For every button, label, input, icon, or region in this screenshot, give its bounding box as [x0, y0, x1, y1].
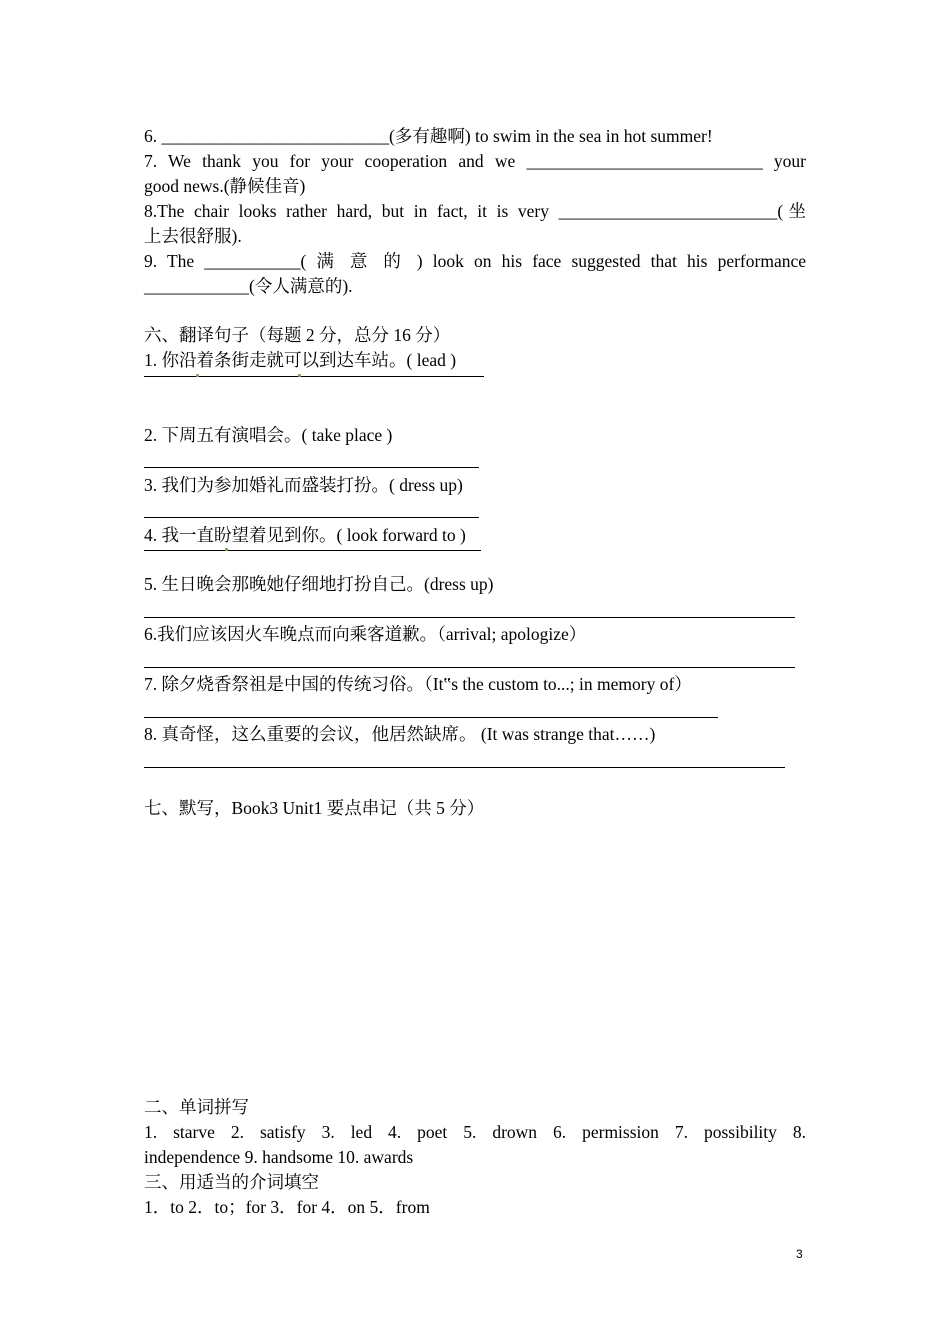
mark-dot	[298, 374, 301, 377]
answers-3: 1．to 2．to；for 3．for 4．on 5．from	[144, 1197, 430, 1217]
answers-2-line2: independence 9. handsome 10. awards	[144, 1147, 414, 1167]
question-8-line2: 上去很舒服).	[144, 226, 242, 246]
section-6-heading: 六、翻译句子（每题 2 分，总分 16 分）	[144, 325, 451, 345]
translation-item-8: 8. 真奇怪，这么重要的会议，他居然缺席。 (It was strange that……)	[144, 724, 656, 744]
question-9-line1: 9. The ___________( 满 意 的 ) look on his face suggested that his performance	[144, 251, 806, 271]
mark-dot	[196, 374, 199, 377]
page-number: 3	[796, 1247, 803, 1261]
answer-line-3	[144, 517, 479, 518]
translation-item-7: 7. 除夕烧香祭祖是中国的传统习俗。（It‟s the custom to...; in memory of）	[144, 674, 692, 694]
translation-item-6: 6.我们应该因火车晚点而向乘客道歉。（arrival; apologize）	[144, 624, 587, 644]
answer-heading-2: 二、单词拼写	[144, 1097, 249, 1117]
translation-item-3: 3. 我们为参加婚礼而盛装打扮。( dress up)	[144, 475, 463, 495]
translation-item-4: 4. 我一直盼望着见到你。( look forward to )	[144, 525, 466, 545]
answer-line-4	[144, 550, 481, 551]
answers-2-line1: 1. starve 2. satisfy 3. led 4. poet 5. drown 6. permission 7. possibility 8.	[144, 1122, 806, 1142]
question-7-line1: 7. We thank you for your cooperation and we ___________________________ your	[144, 151, 806, 171]
question-9-line2: ____________(令人满意的).	[144, 276, 353, 296]
translation-item-2: 2. 下周五有演唱会。( take place )	[144, 425, 393, 445]
translation-item-1: 1. 你沿着条街走就可以到达车站。( lead )	[144, 350, 457, 370]
section-7-heading: 七、默写，Book3 Unit1 要点串记（共 5 分）	[144, 798, 485, 818]
question-8-line1: 8.The chair looks rather hard, but in fact, it is very _________________________(坐	[144, 201, 806, 221]
question-6: 6. __________________________(多有趣啊) to swim in the sea in hot summer!	[144, 126, 713, 146]
translation-item-5: 5. 生日晚会那晚她仔细地打扮自己。(dress up)	[144, 574, 494, 594]
answer-heading-3: 三、用适当的介词填空	[144, 1172, 319, 1192]
question-7-line2: good news.(静候佳音)	[144, 176, 306, 196]
answer-line-7	[144, 717, 718, 718]
answer-line-5	[144, 617, 795, 618]
answer-line-8	[144, 767, 785, 768]
mark-dot	[225, 548, 228, 551]
answer-line-1	[144, 376, 484, 377]
answer-line-2	[144, 467, 479, 468]
answer-line-6	[144, 667, 795, 668]
